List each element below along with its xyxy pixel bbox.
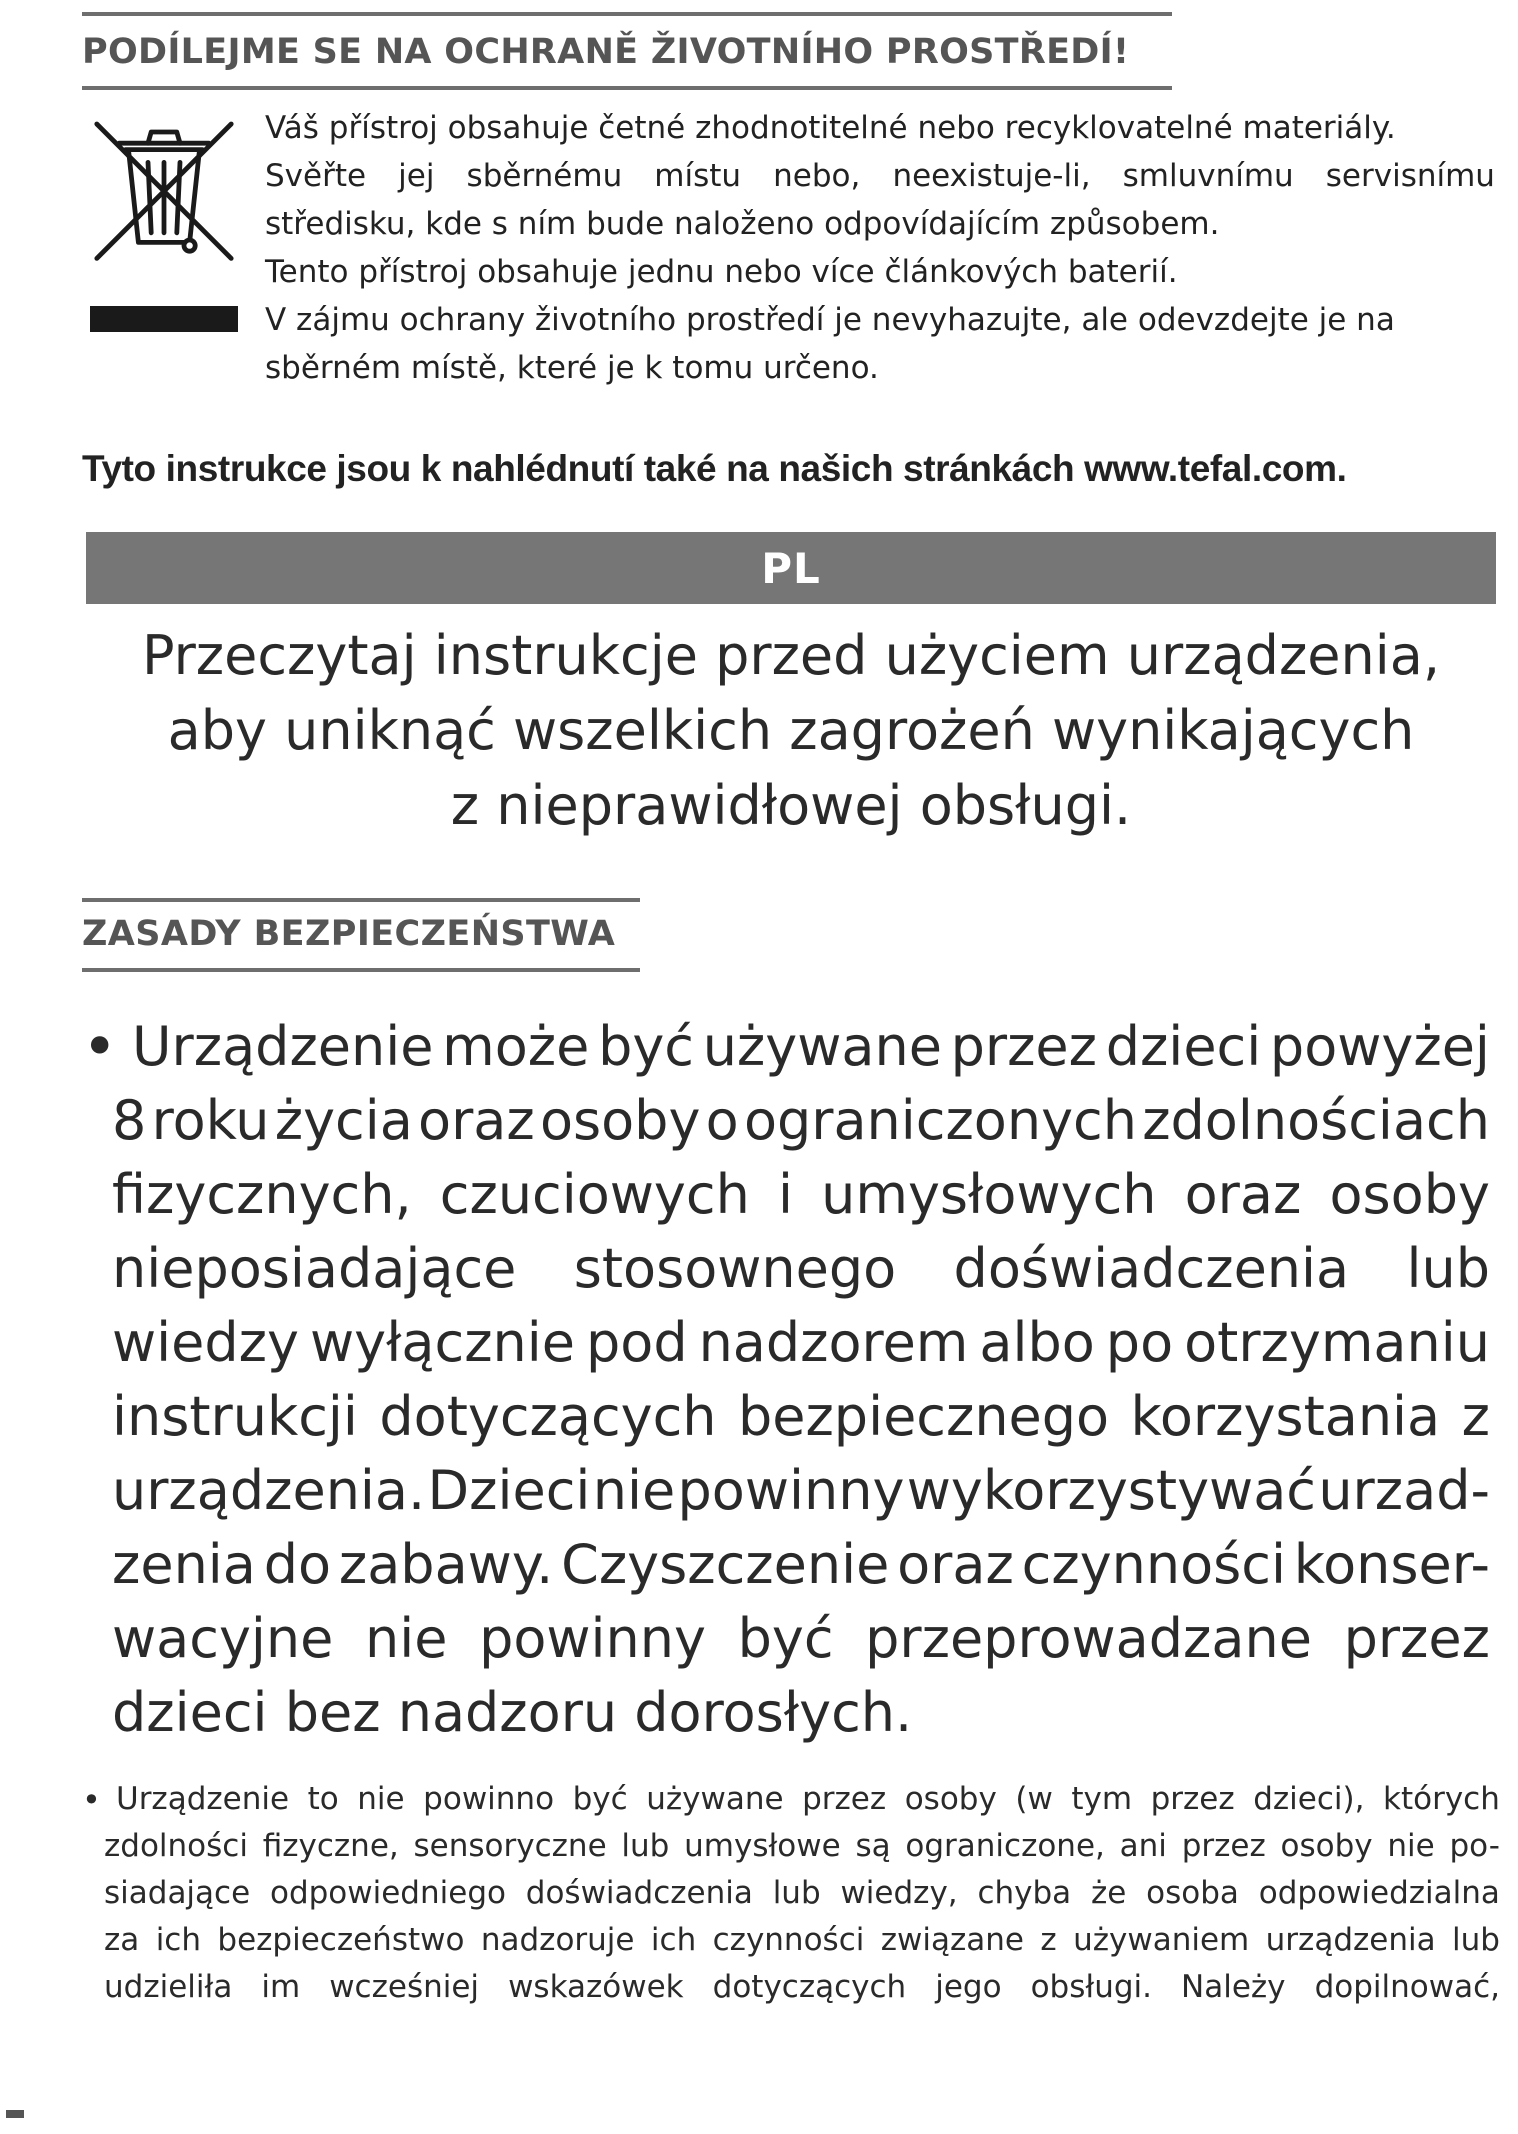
- word: wiedzy: [112, 1311, 299, 1374]
- paragraph-line: [112, 1232, 1490, 1306]
- word: życia: [274, 1089, 413, 1152]
- word: dzieci),: [1253, 1781, 1365, 1817]
- word: ograniczonych: [743, 1089, 1137, 1152]
- word: sensoryczne: [413, 1828, 607, 1864]
- word: chyba: [977, 1875, 1072, 1911]
- word: o: [705, 1089, 739, 1152]
- paragraph-line: [112, 1010, 1490, 1084]
- word: nie: [364, 1607, 448, 1670]
- word: być: [598, 1015, 694, 1078]
- word: używane: [702, 1015, 942, 1078]
- word: stosownego: [573, 1237, 897, 1300]
- word: nadzorem: [698, 1311, 969, 1374]
- word: osoby: [1329, 1163, 1490, 1226]
- word: nie: [1387, 1828, 1435, 1864]
- word: (w: [1015, 1781, 1053, 1817]
- word: zenia: [112, 1533, 256, 1596]
- intro-line: z nieprawidłowej obsługi.: [450, 774, 1132, 837]
- word: urządzenia.: [112, 1459, 426, 1522]
- word: wcześniej: [329, 1969, 480, 2005]
- word: neexistuje-li,: [892, 158, 1091, 194]
- word: sběrnému: [466, 158, 623, 194]
- word: Dzieci: [427, 1459, 591, 1522]
- word: odpowiedzialna: [1258, 1875, 1500, 1911]
- word: doświadczenia: [953, 1237, 1350, 1300]
- paragraph-line: [112, 1084, 1490, 1158]
- word: przeprowadzane: [865, 1607, 1312, 1670]
- word: lub: [772, 1875, 821, 1911]
- word: urzad-: [1318, 1459, 1490, 1522]
- word: wacyjne: [112, 1607, 334, 1670]
- word: ani: [1119, 1828, 1167, 1864]
- word: przez: [802, 1781, 887, 1817]
- word: nebo,: [773, 158, 861, 194]
- word: roku: [151, 1089, 270, 1152]
- bin-underline-bar: [90, 306, 238, 332]
- word: zdolności: [104, 1828, 248, 1864]
- word: po: [1105, 1311, 1174, 1374]
- paragraph-line: [112, 1306, 1490, 1380]
- paragraph-line: dzieci bez nadzoru dorosłych.: [112, 1681, 913, 1744]
- word: może: [442, 1015, 590, 1078]
- word: czynności: [1021, 1533, 1286, 1596]
- intro-line: aby uniknąć wszelkich zagrożeń wynikających: [167, 699, 1415, 762]
- word: powyżej: [1269, 1015, 1490, 1078]
- word: fizyczne,: [262, 1828, 399, 1864]
- environment-line: Tento přístroj obsahuje jednu nebo více článkových baterií.: [265, 254, 1178, 290]
- word: jego: [935, 1969, 1002, 2005]
- word: nieposiadające: [112, 1237, 517, 1300]
- word: ich: [650, 1922, 697, 1958]
- section-rule-bottom: [82, 968, 640, 972]
- word: wykorzystywać: [906, 1459, 1316, 1522]
- environment-line: sběrném místě, které je k tomu určeno.: [265, 350, 879, 386]
- word: po-: [1449, 1828, 1500, 1864]
- safety-heading: ZASADY BEZPIECZEŃSTWA: [82, 914, 616, 954]
- word: zabawy.: [338, 1533, 554, 1596]
- word: lub: [1406, 1237, 1490, 1300]
- word: tym: [1071, 1781, 1133, 1817]
- word: za: [104, 1922, 140, 1958]
- word: osoba: [1146, 1875, 1239, 1911]
- word: Czyszczenie: [561, 1533, 890, 1596]
- section-rule-top: [82, 898, 640, 902]
- word: siadające: [104, 1875, 251, 1911]
- paragraph-line: [104, 1776, 1500, 1823]
- word: i: [777, 1163, 793, 1226]
- word: być: [572, 1781, 628, 1817]
- word: korzystania: [1130, 1385, 1441, 1448]
- word: lub: [621, 1828, 670, 1864]
- word: ich: [155, 1922, 201, 1958]
- word: obsługi.: [1030, 1969, 1152, 2005]
- word: z: [1461, 1385, 1490, 1448]
- crossed-out-wheelie-bin-icon: [84, 108, 244, 268]
- paragraph-line: [104, 1870, 1500, 1917]
- word: że: [1091, 1875, 1127, 1911]
- bullet-marker: •: [82, 1012, 118, 1082]
- word: osoby: [539, 1089, 701, 1152]
- word: umysłowych: [821, 1163, 1157, 1226]
- word: místu: [654, 158, 742, 194]
- word: przez: [950, 1015, 1097, 1078]
- word: wskazówek: [508, 1969, 684, 2005]
- word: servisnímu: [1325, 158, 1495, 194]
- paragraph-line: [112, 1454, 1490, 1528]
- word: z: [1040, 1922, 1057, 1958]
- word: urządzenia: [1265, 1922, 1436, 1958]
- paragraph-line: [104, 1917, 1500, 1964]
- word: Urządzenie: [132, 1015, 434, 1078]
- page-corner-mark: [6, 2110, 24, 2118]
- word: Należy: [1181, 1969, 1286, 2005]
- heading-rule-top: [82, 12, 1172, 16]
- paragraph-line: [112, 1528, 1490, 1602]
- word: bezpieczeństwo: [217, 1922, 465, 1958]
- word: dopilnować,: [1314, 1969, 1500, 2005]
- paragraph-line: [112, 1380, 1490, 1454]
- word: lub: [1452, 1922, 1500, 1958]
- word: udzieliła: [104, 1969, 233, 2005]
- word: odpowiedniego: [269, 1875, 506, 1911]
- word: używaniem: [1073, 1922, 1250, 1958]
- word: przez: [1343, 1607, 1490, 1670]
- word: czuciowych: [439, 1163, 750, 1226]
- word: powinny: [677, 1459, 905, 1522]
- word: albo: [979, 1311, 1095, 1374]
- word: być: [737, 1607, 834, 1670]
- word: wyłącznie: [309, 1311, 576, 1374]
- paragraph-line: [112, 1602, 1490, 1676]
- word: pod: [586, 1311, 688, 1374]
- word: nadzoruje: [480, 1922, 635, 1958]
- word: doświadczenia: [525, 1875, 753, 1911]
- word: powinny: [479, 1607, 706, 1670]
- word: instrukcji: [112, 1385, 358, 1448]
- word: im: [261, 1969, 301, 2005]
- bullet-marker: •: [82, 1781, 101, 1819]
- word: Svěřte: [265, 158, 367, 194]
- heading-rule-bottom: [82, 86, 1172, 90]
- word: związane: [880, 1922, 1024, 1958]
- word: przez: [1181, 1828, 1266, 1864]
- environment-line: V zájmu ochrany životního prostředí je nevyhazujte, ale odevzdejte je na: [265, 302, 1395, 338]
- word: konser-: [1293, 1533, 1490, 1596]
- word: nie: [357, 1781, 405, 1817]
- word: oraz: [897, 1533, 1014, 1596]
- intro-warning: [86, 618, 1496, 843]
- word: ograniczone,: [905, 1828, 1105, 1864]
- word: do: [263, 1533, 332, 1596]
- word: osoby: [904, 1781, 997, 1817]
- environment-heading: PODÍLEJME SE NA OCHRANĚ ŽIVOTNÍHO PROSTŘEDÍ!: [82, 32, 1130, 72]
- word: przez: [1150, 1781, 1235, 1817]
- word: jej: [398, 158, 435, 194]
- intro-line: Przeczytaj instrukcje przed użyciem urządzenia,: [141, 624, 1440, 687]
- word: dotyczących: [712, 1969, 907, 2005]
- environment-line: středisku, kde s ním bude naloženo odpovídajícím způsobem.: [265, 206, 1220, 242]
- word: umysłowe: [684, 1828, 841, 1864]
- word: Urządzenie: [116, 1781, 290, 1817]
- environment-line: Váš přístroj obsahuje četné zhodnotitelné nebo recyklovatelné materiály.: [265, 110, 1396, 146]
- word: czynności: [712, 1922, 865, 1958]
- word: oraz: [1184, 1163, 1302, 1226]
- word: 8: [112, 1089, 147, 1152]
- language-label: PL: [761, 543, 821, 593]
- word: osoby: [1280, 1828, 1373, 1864]
- word: to: [307, 1781, 339, 1817]
- word: otrzymaniu: [1184, 1311, 1490, 1374]
- word: są: [855, 1828, 891, 1864]
- word: dzieci: [1105, 1015, 1262, 1078]
- word: powinno: [423, 1781, 555, 1817]
- word: zdolnościach: [1142, 1089, 1490, 1152]
- paragraph-line: [112, 1158, 1490, 1232]
- word: których: [1383, 1781, 1500, 1817]
- word: wiedzy,: [840, 1875, 958, 1911]
- environment-line: [265, 152, 1495, 200]
- word: fizycznych,: [112, 1163, 412, 1226]
- language-bar: [86, 532, 1496, 604]
- paragraph-line: [104, 1823, 1500, 1870]
- word: nie: [592, 1459, 676, 1522]
- word: dotyczących: [379, 1385, 717, 1448]
- environment-paragraph: [265, 104, 1495, 392]
- word: bezpiecznego: [737, 1385, 1110, 1448]
- website-note: Tyto instrukce jsou k nahlédnutí také na našich stránkách www.tefal.com.: [82, 448, 1347, 489]
- word: smluvnímu: [1122, 158, 1294, 194]
- word: oraz: [418, 1089, 535, 1152]
- bullet-paragraph-large: [112, 1010, 1490, 1750]
- paragraph-line: [104, 1964, 1500, 2011]
- word: używane: [646, 1781, 784, 1817]
- bullet-paragraph-small: [104, 1776, 1500, 2011]
